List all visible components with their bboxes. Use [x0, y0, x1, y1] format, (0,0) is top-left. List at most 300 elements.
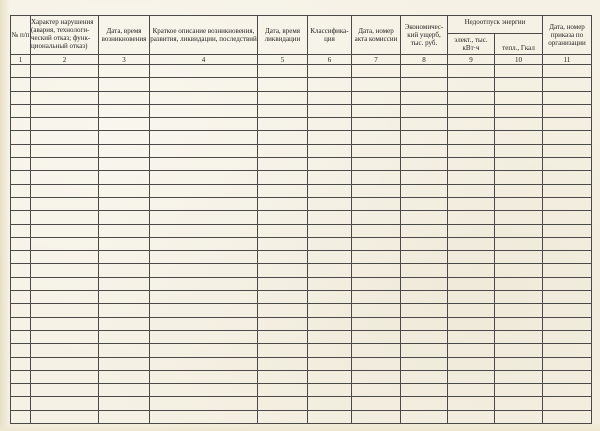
empty-cell[interactable] — [99, 184, 150, 197]
empty-cell[interactable] — [495, 237, 543, 250]
empty-cell[interactable] — [495, 384, 543, 397]
empty-cell[interactable] — [495, 171, 543, 184]
empty-cell[interactable] — [258, 410, 308, 423]
empty-cell[interactable] — [308, 330, 352, 343]
empty-cell[interactable] — [99, 118, 150, 131]
empty-cell[interactable] — [352, 384, 401, 397]
empty-cell[interactable] — [258, 397, 308, 410]
empty-cell[interactable] — [495, 197, 543, 210]
empty-cell[interactable] — [11, 104, 31, 117]
column-number: 9 — [448, 55, 495, 65]
empty-cell[interactable] — [258, 237, 308, 250]
empty-cell[interactable] — [543, 78, 592, 91]
empty-cell[interactable] — [258, 304, 308, 317]
empty-cell[interactable] — [31, 104, 99, 117]
empty-cell[interactable] — [448, 197, 495, 210]
empty-cell[interactable] — [150, 344, 258, 357]
incident-journal-table — [10, 15, 592, 424]
empty-cell[interactable] — [99, 330, 150, 343]
empty-cell[interactable] — [31, 357, 99, 370]
empty-cell[interactable] — [401, 224, 448, 237]
empty-cell[interactable] — [543, 144, 592, 157]
empty-cell[interactable] — [99, 410, 150, 423]
empty-cell[interactable] — [99, 144, 150, 157]
empty-cell[interactable] — [543, 118, 592, 131]
empty-cell[interactable] — [31, 184, 99, 197]
empty-cell[interactable] — [31, 410, 99, 423]
empty-cell[interactable] — [308, 251, 352, 264]
empty-cell[interactable] — [543, 357, 592, 370]
empty-cell[interactable] — [352, 158, 401, 171]
empty-cell[interactable] — [495, 65, 543, 78]
empty-cell[interactable] — [543, 197, 592, 210]
empty-cell[interactable] — [99, 131, 150, 144]
empty-cell[interactable] — [258, 104, 308, 117]
empty-cell[interactable] — [11, 211, 31, 224]
empty-cell[interactable] — [11, 264, 31, 277]
empty-cell[interactable] — [495, 291, 543, 304]
empty-cell[interactable] — [495, 118, 543, 131]
empty-cell[interactable] — [308, 224, 352, 237]
empty-cell[interactable] — [495, 158, 543, 171]
empty-cell[interactable] — [448, 158, 495, 171]
empty-cell[interactable] — [11, 144, 31, 157]
empty-cell[interactable] — [543, 211, 592, 224]
empty-cell[interactable] — [448, 65, 495, 78]
empty-cell[interactable] — [31, 91, 99, 104]
empty-cell[interactable] — [352, 224, 401, 237]
empty-cell[interactable] — [401, 78, 448, 91]
empty-cell[interactable] — [352, 211, 401, 224]
empty-cell[interactable] — [352, 357, 401, 370]
empty-cell[interactable] — [150, 131, 258, 144]
empty-cell[interactable] — [308, 317, 352, 330]
empty-cell[interactable] — [150, 384, 258, 397]
empty-cell[interactable] — [11, 277, 31, 290]
empty-cell[interactable] — [31, 384, 99, 397]
empty-cell[interactable] — [31, 237, 99, 250]
empty-cell[interactable] — [352, 264, 401, 277]
empty-cell[interactable] — [401, 91, 448, 104]
empty-cell[interactable] — [31, 277, 99, 290]
empty-cell[interactable] — [99, 104, 150, 117]
empty-cell[interactable] — [352, 91, 401, 104]
empty-cell[interactable] — [308, 397, 352, 410]
empty-cell[interactable] — [258, 251, 308, 264]
empty-cell[interactable] — [150, 171, 258, 184]
empty-cell[interactable] — [448, 78, 495, 91]
empty-cell[interactable] — [99, 317, 150, 330]
empty-cell[interactable] — [495, 304, 543, 317]
empty-cell[interactable] — [495, 144, 543, 157]
empty-cell[interactable] — [448, 330, 495, 343]
empty-cell[interactable] — [31, 344, 99, 357]
empty-cell[interactable] — [308, 304, 352, 317]
empty-cell[interactable] — [495, 317, 543, 330]
empty-cell[interactable] — [495, 344, 543, 357]
empty-cell[interactable] — [308, 184, 352, 197]
empty-cell[interactable] — [258, 131, 308, 144]
empty-cell[interactable] — [258, 264, 308, 277]
empty-cell[interactable] — [11, 197, 31, 210]
empty-cell[interactable] — [401, 144, 448, 157]
empty-cell[interactable] — [495, 330, 543, 343]
empty-cell[interactable] — [352, 237, 401, 250]
empty-cell[interactable] — [448, 184, 495, 197]
empty-cell[interactable] — [11, 330, 31, 343]
empty-cell[interactable] — [495, 397, 543, 410]
empty-cell[interactable] — [448, 344, 495, 357]
empty-cell[interactable] — [99, 291, 150, 304]
empty-cell[interactable] — [401, 237, 448, 250]
empty-cell[interactable] — [401, 118, 448, 131]
empty-cell[interactable] — [543, 158, 592, 171]
empty-cell[interactable] — [11, 344, 31, 357]
empty-cell[interactable] — [352, 277, 401, 290]
empty-cell[interactable] — [543, 251, 592, 264]
empty-cell[interactable] — [308, 118, 352, 131]
empty-cell[interactable] — [401, 317, 448, 330]
empty-cell[interactable] — [308, 344, 352, 357]
empty-cell[interactable] — [352, 410, 401, 423]
empty-cell[interactable] — [543, 330, 592, 343]
empty-cell[interactable] — [11, 410, 31, 423]
empty-cell[interactable] — [543, 131, 592, 144]
empty-cell[interactable] — [308, 264, 352, 277]
empty-cell[interactable] — [543, 291, 592, 304]
empty-cell[interactable] — [401, 211, 448, 224]
empty-cell[interactable] — [150, 91, 258, 104]
empty-cell[interactable] — [150, 291, 258, 304]
empty-cell[interactable] — [401, 384, 448, 397]
empty-cell[interactable] — [99, 397, 150, 410]
empty-cell[interactable] — [448, 277, 495, 290]
empty-cell[interactable] — [258, 317, 308, 330]
empty-cell[interactable] — [31, 197, 99, 210]
empty-cell[interactable] — [258, 78, 308, 91]
empty-cell[interactable] — [258, 224, 308, 237]
empty-cell[interactable] — [99, 91, 150, 104]
empty-cell[interactable] — [258, 91, 308, 104]
empty-cell[interactable] — [11, 78, 31, 91]
empty-cell[interactable] — [543, 91, 592, 104]
empty-cell[interactable] — [352, 304, 401, 317]
empty-cell[interactable] — [11, 251, 31, 264]
empty-cell[interactable] — [448, 264, 495, 277]
empty-cell[interactable] — [99, 344, 150, 357]
empty-cell[interactable] — [495, 277, 543, 290]
empty-cell[interactable] — [99, 65, 150, 78]
empty-cell[interactable] — [401, 158, 448, 171]
empty-cell[interactable] — [352, 291, 401, 304]
empty-cell[interactable] — [258, 144, 308, 157]
empty-cell[interactable] — [150, 237, 258, 250]
empty-cell[interactable] — [543, 384, 592, 397]
empty-cell[interactable] — [31, 264, 99, 277]
empty-cell[interactable] — [150, 277, 258, 290]
empty-cell[interactable] — [401, 131, 448, 144]
empty-cell[interactable] — [352, 397, 401, 410]
empty-cell[interactable] — [401, 264, 448, 277]
empty-cell[interactable] — [352, 317, 401, 330]
empty-cell[interactable] — [543, 317, 592, 330]
empty-cell[interactable] — [448, 211, 495, 224]
empty-cell[interactable] — [99, 264, 150, 277]
empty-cell[interactable] — [258, 65, 308, 78]
empty-cell[interactable] — [150, 317, 258, 330]
empty-cell[interactable] — [11, 317, 31, 330]
empty-cell[interactable] — [150, 251, 258, 264]
empty-cell[interactable] — [401, 104, 448, 117]
empty-cell[interactable] — [150, 184, 258, 197]
empty-cell[interactable] — [448, 104, 495, 117]
empty-cell[interactable] — [352, 65, 401, 78]
empty-cell[interactable] — [31, 330, 99, 343]
empty-cell[interactable] — [99, 78, 150, 91]
empty-cell[interactable] — [495, 251, 543, 264]
empty-cell[interactable] — [308, 277, 352, 290]
empty-cell[interactable] — [543, 344, 592, 357]
empty-cell[interactable] — [308, 131, 352, 144]
empty-cell[interactable] — [99, 197, 150, 210]
empty-cell[interactable] — [401, 410, 448, 423]
empty-cell[interactable] — [258, 384, 308, 397]
empty-cell[interactable] — [258, 344, 308, 357]
empty-cell[interactable] — [352, 171, 401, 184]
empty-cell[interactable] — [11, 65, 31, 78]
empty-cell[interactable] — [448, 144, 495, 157]
empty-cell[interactable] — [543, 237, 592, 250]
empty-cell[interactable] — [448, 237, 495, 250]
empty-cell[interactable] — [11, 131, 31, 144]
empty-cell[interactable] — [401, 397, 448, 410]
empty-cell[interactable] — [448, 304, 495, 317]
empty-cell[interactable] — [448, 397, 495, 410]
empty-cell[interactable] — [11, 118, 31, 131]
journal-body — [11, 65, 592, 424]
empty-cell[interactable] — [495, 370, 543, 383]
empty-cell[interactable] — [543, 104, 592, 117]
empty-cell[interactable] — [352, 344, 401, 357]
empty-cell[interactable] — [31, 224, 99, 237]
empty-cell[interactable] — [401, 197, 448, 210]
empty-cell[interactable] — [150, 144, 258, 157]
empty-cell[interactable] — [495, 184, 543, 197]
empty-cell[interactable] — [401, 370, 448, 383]
empty-cell[interactable] — [352, 104, 401, 117]
empty-cell[interactable] — [258, 291, 308, 304]
empty-cell[interactable] — [308, 65, 352, 78]
empty-cell[interactable] — [448, 370, 495, 383]
empty-cell[interactable] — [308, 158, 352, 171]
empty-cell[interactable] — [11, 184, 31, 197]
empty-cell[interactable] — [308, 211, 352, 224]
empty-cell[interactable] — [150, 397, 258, 410]
empty-cell[interactable] — [31, 78, 99, 91]
empty-cell[interactable] — [150, 224, 258, 237]
empty-cell[interactable] — [308, 144, 352, 157]
empty-cell[interactable] — [150, 197, 258, 210]
empty-cell[interactable] — [495, 264, 543, 277]
empty-cell[interactable] — [448, 317, 495, 330]
empty-cell[interactable] — [401, 330, 448, 343]
empty-cell[interactable] — [308, 171, 352, 184]
empty-cell[interactable] — [401, 344, 448, 357]
empty-cell[interactable] — [308, 78, 352, 91]
empty-cell[interactable] — [31, 144, 99, 157]
empty-cell[interactable] — [99, 171, 150, 184]
empty-cell[interactable] — [99, 277, 150, 290]
empty-cell[interactable] — [543, 264, 592, 277]
empty-cell[interactable] — [352, 131, 401, 144]
empty-cell[interactable] — [448, 224, 495, 237]
empty-cell[interactable] — [308, 237, 352, 250]
empty-cell[interactable] — [150, 304, 258, 317]
empty-cell[interactable] — [258, 277, 308, 290]
empty-cell[interactable] — [99, 370, 150, 383]
empty-cell[interactable] — [401, 65, 448, 78]
empty-cell[interactable] — [495, 104, 543, 117]
empty-cell[interactable] — [308, 291, 352, 304]
empty-cell[interactable] — [31, 317, 99, 330]
empty-cell[interactable] — [352, 330, 401, 343]
empty-cell[interactable] — [258, 357, 308, 370]
empty-cell[interactable] — [150, 118, 258, 131]
empty-cell[interactable] — [448, 251, 495, 264]
empty-cell[interactable] — [150, 264, 258, 277]
empty-cell[interactable] — [495, 211, 543, 224]
empty-cell[interactable] — [448, 357, 495, 370]
empty-cell[interactable] — [352, 78, 401, 91]
empty-cell[interactable] — [401, 304, 448, 317]
empty-cell[interactable] — [543, 277, 592, 290]
empty-cell[interactable] — [543, 410, 592, 423]
empty-cell[interactable] — [258, 211, 308, 224]
empty-cell[interactable] — [11, 171, 31, 184]
empty-cell[interactable] — [31, 158, 99, 171]
empty-cell[interactable] — [401, 357, 448, 370]
empty-cell[interactable] — [352, 251, 401, 264]
empty-cell[interactable] — [448, 291, 495, 304]
empty-cell[interactable] — [543, 65, 592, 78]
empty-cell[interactable] — [543, 397, 592, 410]
empty-cell[interactable] — [352, 118, 401, 131]
empty-cell[interactable] — [495, 410, 543, 423]
empty-cell[interactable] — [448, 118, 495, 131]
empty-cell[interactable] — [543, 304, 592, 317]
empty-cell[interactable] — [448, 91, 495, 104]
empty-cell[interactable] — [352, 144, 401, 157]
empty-cell[interactable] — [150, 330, 258, 343]
empty-cell[interactable] — [31, 291, 99, 304]
empty-cell[interactable] — [31, 131, 99, 144]
empty-cell[interactable] — [11, 304, 31, 317]
empty-cell[interactable] — [150, 158, 258, 171]
empty-cell[interactable] — [31, 251, 99, 264]
empty-cell[interactable] — [99, 251, 150, 264]
empty-cell[interactable] — [31, 171, 99, 184]
empty-cell[interactable] — [352, 184, 401, 197]
empty-cell[interactable] — [31, 118, 99, 131]
empty-cell[interactable] — [352, 370, 401, 383]
empty-cell[interactable] — [308, 197, 352, 210]
empty-cell[interactable] — [495, 131, 543, 144]
empty-cell[interactable] — [11, 397, 31, 410]
empty-cell[interactable] — [258, 330, 308, 343]
empty-cell[interactable] — [495, 91, 543, 104]
empty-cell[interactable] — [401, 184, 448, 197]
empty-cell[interactable] — [99, 237, 150, 250]
empty-cell[interactable] — [31, 304, 99, 317]
empty-cell[interactable] — [99, 158, 150, 171]
empty-cell[interactable] — [543, 184, 592, 197]
empty-cell[interactable] — [11, 370, 31, 383]
empty-cell[interactable] — [11, 357, 31, 370]
empty-cell[interactable] — [11, 237, 31, 250]
empty-cell[interactable] — [150, 357, 258, 370]
empty-cell[interactable] — [258, 171, 308, 184]
empty-cell[interactable] — [448, 131, 495, 144]
empty-cell[interactable] — [99, 384, 150, 397]
empty-cell[interactable] — [258, 118, 308, 131]
empty-cell[interactable] — [258, 158, 308, 171]
empty-cell[interactable] — [308, 370, 352, 383]
empty-cell[interactable] — [11, 291, 31, 304]
empty-cell[interactable] — [543, 370, 592, 383]
empty-cell[interactable] — [308, 357, 352, 370]
empty-cell[interactable] — [401, 251, 448, 264]
empty-cell[interactable] — [495, 357, 543, 370]
empty-cell[interactable] — [308, 384, 352, 397]
empty-cell[interactable] — [11, 224, 31, 237]
empty-cell[interactable] — [31, 397, 99, 410]
empty-cell[interactable] — [352, 197, 401, 210]
empty-cell[interactable] — [401, 291, 448, 304]
empty-cell[interactable] — [258, 184, 308, 197]
empty-cell[interactable] — [150, 410, 258, 423]
empty-cell[interactable] — [308, 104, 352, 117]
empty-cell[interactable] — [99, 224, 150, 237]
empty-cell[interactable] — [31, 211, 99, 224]
empty-cell[interactable] — [150, 211, 258, 224]
empty-cell[interactable] — [401, 277, 448, 290]
empty-cell[interactable] — [495, 78, 543, 91]
empty-cell[interactable] — [99, 357, 150, 370]
empty-cell[interactable] — [150, 78, 258, 91]
empty-cell[interactable] — [99, 211, 150, 224]
empty-cell[interactable] — [31, 65, 99, 78]
empty-cell[interactable] — [11, 91, 31, 104]
empty-cell[interactable] — [495, 224, 543, 237]
empty-cell[interactable] — [401, 171, 448, 184]
empty-cell[interactable] — [308, 91, 352, 104]
empty-cell[interactable] — [543, 171, 592, 184]
empty-cell[interactable] — [11, 158, 31, 171]
empty-cell[interactable] — [448, 384, 495, 397]
empty-cell[interactable] — [543, 224, 592, 237]
empty-cell[interactable] — [150, 65, 258, 78]
empty-cell[interactable] — [308, 410, 352, 423]
empty-cell[interactable] — [150, 104, 258, 117]
empty-cell[interactable] — [11, 384, 31, 397]
empty-cell[interactable] — [448, 171, 495, 184]
empty-cell[interactable] — [258, 370, 308, 383]
empty-cell[interactable] — [258, 197, 308, 210]
empty-cell[interactable] — [448, 410, 495, 423]
empty-cell[interactable] — [31, 370, 99, 383]
empty-cell[interactable] — [99, 304, 150, 317]
empty-cell[interactable] — [150, 370, 258, 383]
